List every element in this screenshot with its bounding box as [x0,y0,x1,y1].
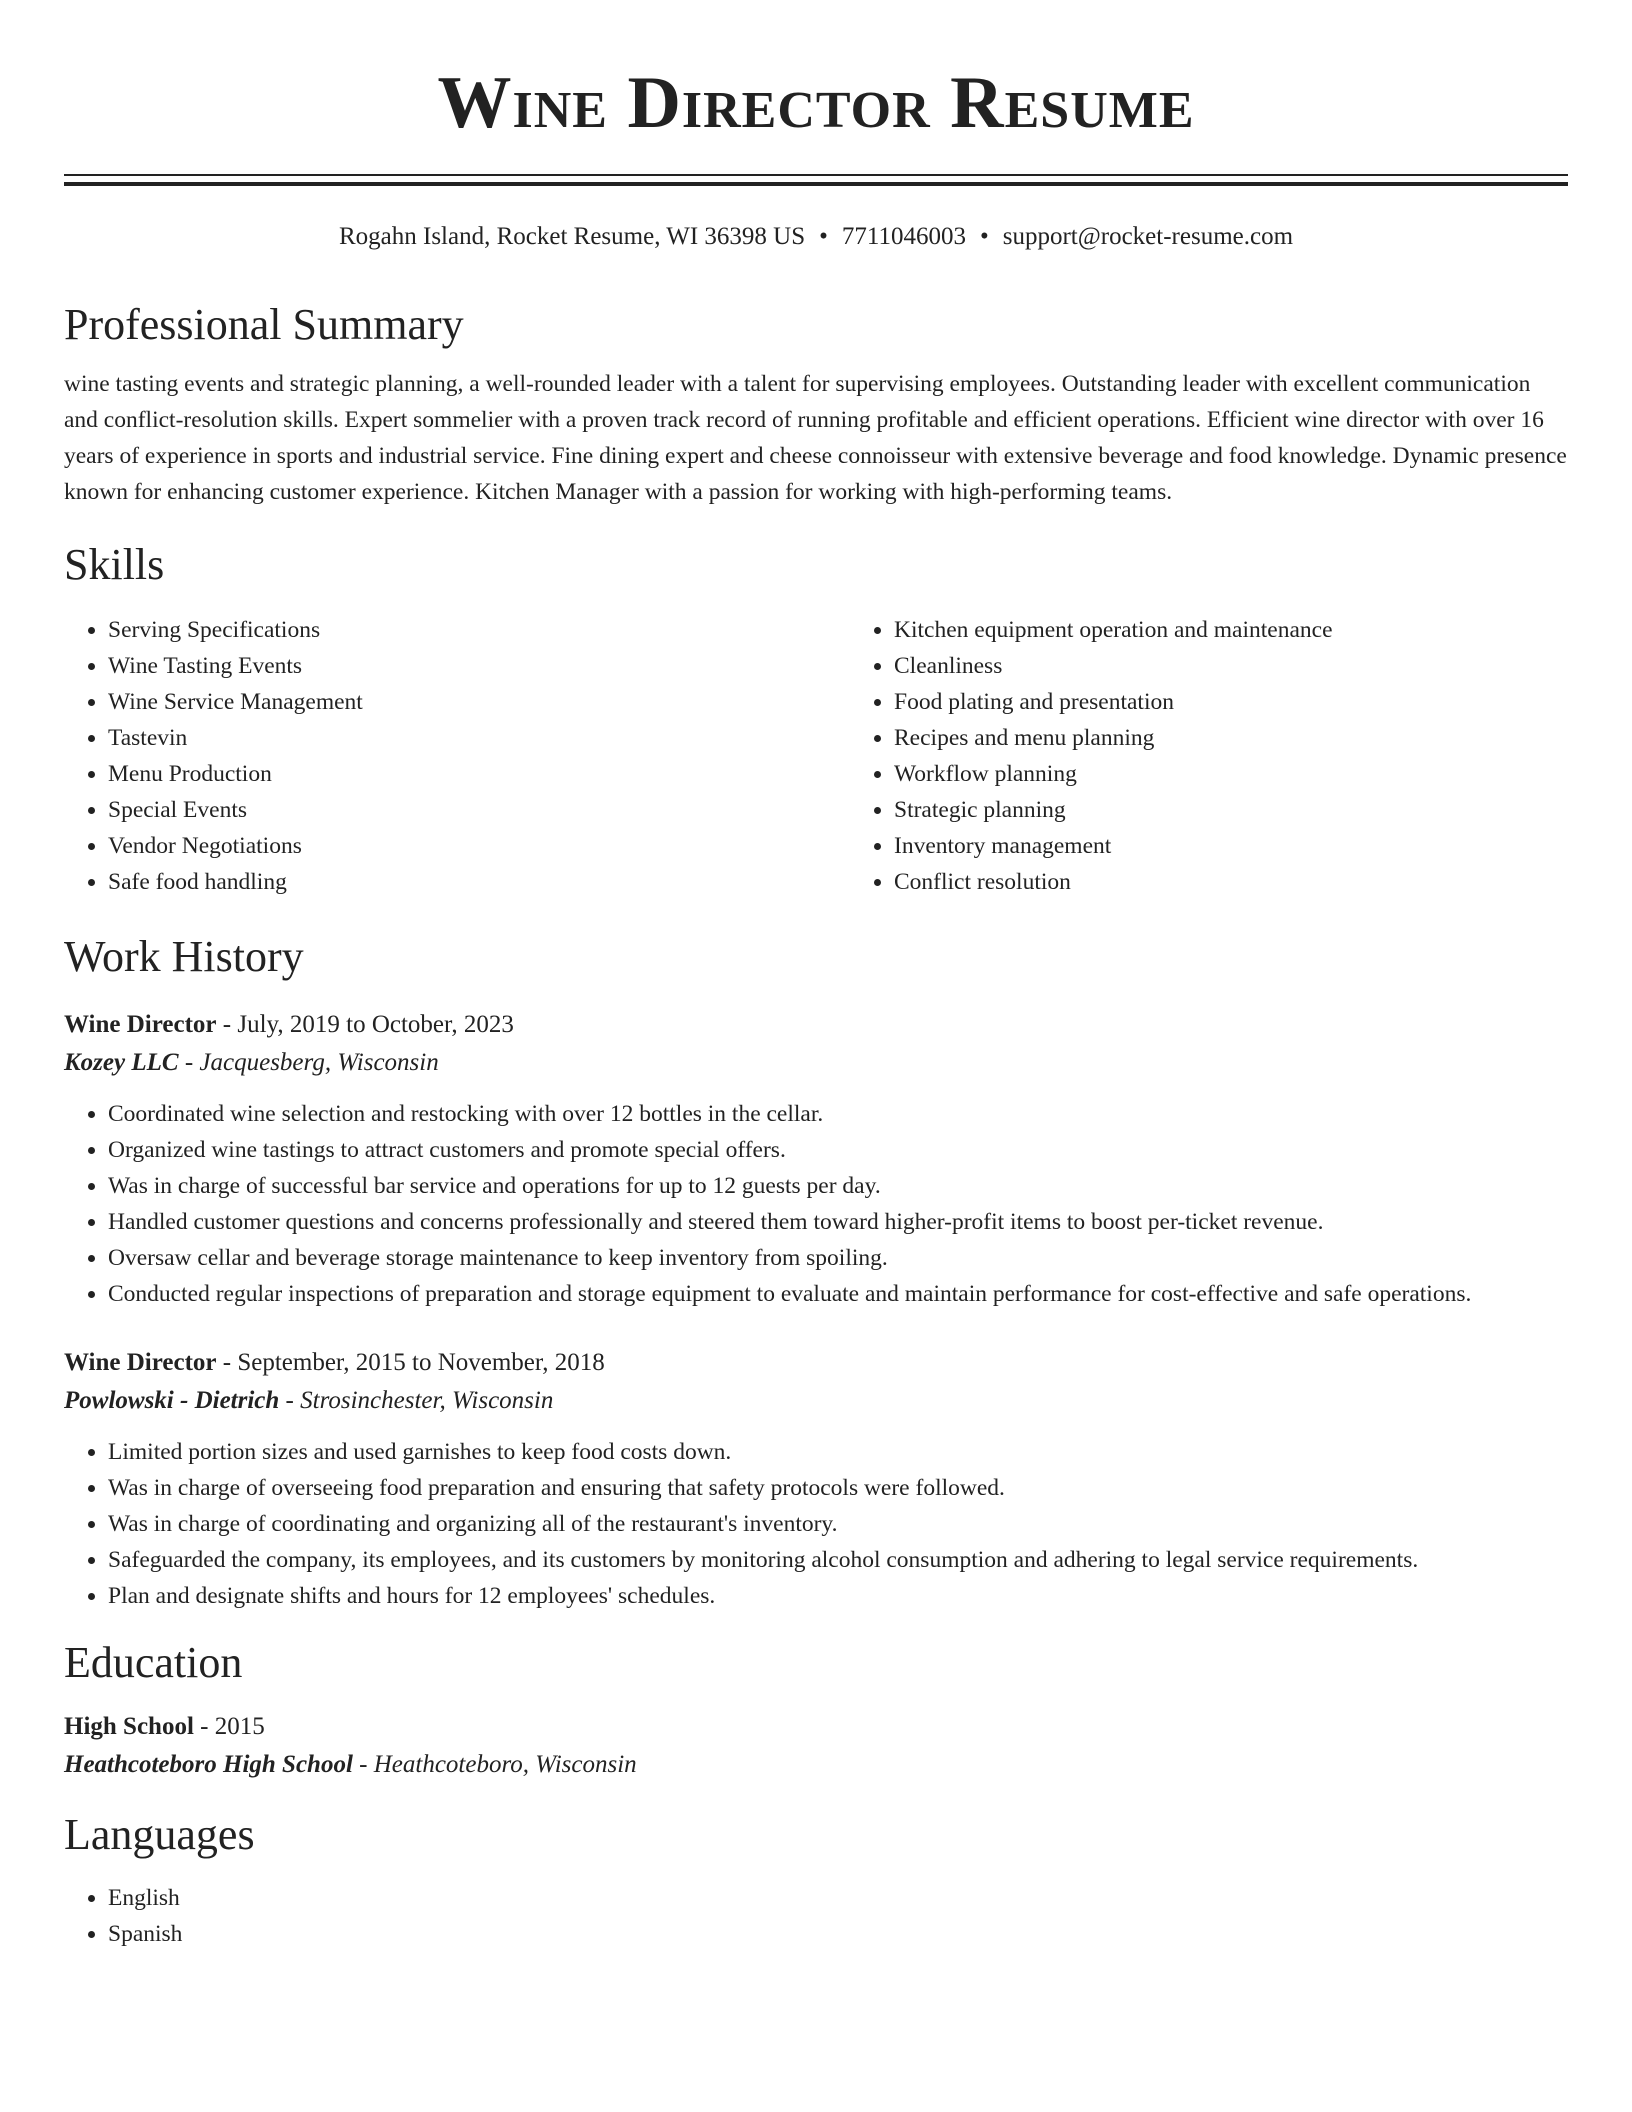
contact-phone: 7711046003 [841,223,966,250]
job-duty: • Limited portion sizes and used garnishes to keep food costs down. [108,1434,1568,1470]
skill-item: • Menu Production [108,756,850,792]
languages-list [64,1880,1568,1952]
job-title-line [64,1006,1568,1044]
education-entry [64,1708,1568,1784]
skill-item: • Special Events [108,792,850,828]
skill-item: • Cleanliness [894,648,1632,684]
job-company: Kozey LLC [64,1049,179,1076]
education-heading: Education [64,1638,243,1687]
job-entry [64,1006,1568,1312]
job-title: Wine Director [64,1349,217,1376]
job-duty: • Handled customer questions and concerns professionally and steered them toward higher-profit items to boost per-ticket revenue. [108,1204,1568,1240]
skill-item: • Recipes and menu planning [894,720,1632,756]
skill-item: • Wine Service Management [108,684,850,720]
education-degree-line [64,1708,1568,1746]
education-school-line [64,1746,1568,1784]
job-duty: • Coordinated wine selection and restocking with over 12 bottles in the cellar. [108,1096,1568,1132]
job-duty: • Safeguarded the company, its employees, and its customers by monitoring alcohol consumption and adhering to legal service requirements. [108,1542,1568,1578]
skill-item: • Food plating and presentation [894,684,1632,720]
divider-thick-line [64,182,1568,186]
education-year: - 2015 [193,1713,265,1740]
skill-item: • Inventory management [894,828,1632,864]
job-company-line [64,1044,1568,1082]
job-dates: - July, 2019 to October, 2023 [216,1011,514,1038]
job-duties [64,1434,1568,1614]
contact-info [64,220,1568,254]
job-duty: • Was in charge of overseeing food preparation and ensuring that safety protocols were followed. [108,1470,1568,1506]
job-location: - Jacquesberg, Wisconsin [178,1049,439,1076]
language-item: • English [108,1880,1568,1916]
resume-title: Wine Director Resume [437,62,1195,144]
job-duties [64,1096,1568,1312]
job-duty: • Was in charge of coordinating and organizing all of the restaurant's inventory. [108,1506,1568,1542]
education-degree: High School [64,1713,194,1740]
job-duty: • Plan and designate shifts and hours for 12 employees' schedules. [108,1578,1568,1614]
skill-item: • Safe food handling [108,864,850,900]
skill-item: • Serving Specifications [108,612,850,648]
skills-columns [64,612,1568,900]
job-title-line [64,1344,1568,1382]
skills-heading: Skills [64,540,165,589]
skills-list-right [850,612,1632,900]
job-location: - Strosinchester, Wisconsin [279,1387,554,1414]
job-duty: • Was in charge of successful bar service and operations for up to 12 guests per day. [108,1168,1568,1204]
education-location: - Heathcoteboro, Wisconsin [352,1751,637,1778]
languages-heading: Languages [64,1810,255,1859]
divider-thin-line [64,174,1568,176]
job-entry [64,1344,1568,1614]
summary-heading: Professional Summary [64,300,464,349]
skill-item: • Vendor Negotiations [108,828,850,864]
job-duty: • Oversaw cellar and beverage storage maintenance to keep inventory from spoiling. [108,1240,1568,1276]
skills-list-left [64,612,850,900]
job-title: Wine Director [64,1011,217,1038]
contact-address: Rogahn Island, Rocket Resume, WI 36398 US [338,223,806,250]
contact-separator: • [819,223,828,250]
job-dates: - September, 2015 to November, 2018 [216,1349,605,1376]
skill-item: • Kitchen equipment operation and maintenance [894,612,1632,648]
education-school: Heathcoteboro High School [64,1751,353,1778]
job-duty: • Organized wine tastings to attract customers and promote special offers. [108,1132,1568,1168]
contact-separator: • [979,223,989,250]
skill-item: • Tastevin [108,720,850,756]
job-company: Powlowski - Dietrich [64,1387,280,1414]
skill-item: • Workflow planning [894,756,1632,792]
skill-item: • Conflict resolution [894,864,1632,900]
language-item: • Spanish [108,1916,1568,1952]
skill-item: • Wine Tasting Events [108,648,850,684]
summary-text: wine tasting events and strategic planning, a well-rounded leader with a talent for supervising employees. Outstanding leader with excellent communication and conflict-resolution skills. Expert sommelier with a proven track record of running profitable and efficient operations. Efficient wine director with over 16 years of experience in sports and industrial service. Fine dining expert and cheese connoisseur with extensive beverage and food knowledge. Dynamic presence known for enhancing customer experience. Kitchen Manager with a passion for working with high-performing teams. [64,371,1567,505]
skill-item: • Strategic planning [894,792,1632,828]
contact-email: support@rocket-resume.com [1002,223,1294,250]
job-company-line [64,1382,1568,1420]
work-history-heading: Work History [64,932,304,981]
title-divider [64,174,1568,186]
job-duty: • Conducted regular inspections of preparation and storage equipment to evaluate and maintain performance for cost-effective and safe operations. [108,1276,1568,1312]
